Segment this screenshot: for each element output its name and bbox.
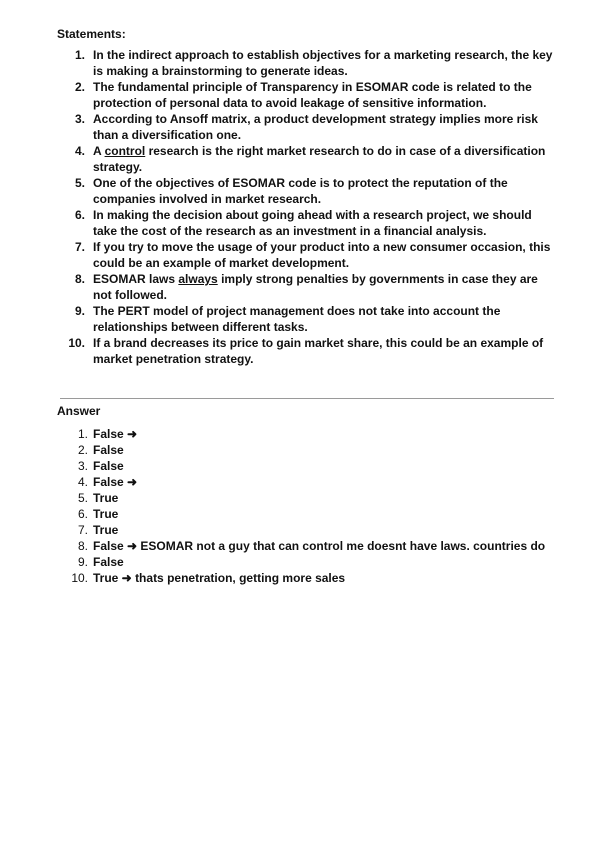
list-item: [57, 335, 559, 367]
underlined-word: always: [178, 272, 218, 286]
statement-text: The PERT model of project management does not take into account the relationships between different tasks.: [93, 304, 501, 334]
item-number: 10.: [71, 571, 88, 585]
list-item: [57, 490, 559, 506]
answer-text: False: [93, 555, 124, 569]
item-number: 9.: [74, 304, 85, 318]
answer-text: False: [93, 459, 124, 473]
answer-heading: Answer: [57, 404, 101, 418]
item-number: 2.: [77, 443, 88, 457]
item-number: 5.: [77, 491, 88, 505]
list-item: [57, 303, 559, 335]
list-item: [57, 175, 559, 207]
item-number: 1.: [74, 48, 85, 62]
underlined-word: control: [104, 144, 146, 158]
statement-text-after: imply strong penalties by governments in case they are not followed.: [93, 272, 538, 302]
item-number: 4.: [77, 475, 88, 489]
list-item: [57, 570, 559, 586]
list-item: [57, 271, 559, 303]
answer-text: False ➜: [93, 427, 138, 441]
statement-text: If a brand decreases its price to gain market share, this could be an example of market penetration strategy.: [93, 336, 544, 366]
item-number: 5.: [74, 176, 85, 190]
item-number: 6.: [74, 208, 85, 222]
item-number: 8.: [77, 539, 88, 553]
item-number: 7.: [74, 240, 85, 254]
list-item: [57, 554, 559, 570]
statement-text: If you try to move the usage of your product into a new consumer occasion, this could be an example of market development.: [93, 240, 551, 270]
answers-list: [57, 426, 559, 586]
statements-heading: Statements:: [57, 27, 126, 41]
list-item: [57, 474, 559, 490]
answer-text: False ➜: [93, 475, 138, 489]
statement-text: One of the objectives of ESOMAR code is to protect the reputation of the companies involved in market research.: [93, 176, 508, 206]
list-item: [57, 143, 559, 175]
list-item: [57, 506, 559, 522]
statement-text: In the indirect approach to establish objectives for a marketing research, the key is making a brainstorming to generate ideas.: [93, 48, 553, 78]
list-item: [57, 442, 559, 458]
item-number: 4.: [74, 144, 85, 158]
item-number: 1.: [77, 427, 88, 441]
answer-text: False ➜ ESOMAR not a guy that can control me doesnt have laws. countries do: [93, 539, 546, 553]
list-item: [57, 47, 559, 79]
answer-text: True: [93, 507, 119, 521]
answer-text: True ➜ thats penetration, getting more sales: [93, 571, 346, 585]
item-number: 7.: [77, 523, 88, 537]
list-item: [57, 79, 559, 111]
item-number: 9.: [77, 555, 88, 569]
list-item: [57, 239, 559, 271]
statement-text-after: research is the right market research to do in case of a diversification strategy.: [93, 144, 546, 174]
list-item: [57, 426, 559, 442]
item-number: 10.: [68, 336, 85, 350]
answer-text: False: [93, 443, 124, 457]
list-item: [57, 458, 559, 474]
statement-text-before: ESOMAR laws: [93, 272, 179, 286]
statement-text-before: A: [93, 144, 105, 158]
item-number: 8.: [74, 272, 85, 286]
list-item: [57, 522, 559, 538]
list-item: [57, 538, 559, 554]
statement-text: In making the decision about going ahead with a research project, we should take the cost of the research as an investment in a financial analysis.: [93, 208, 532, 238]
item-number: 3.: [77, 459, 88, 473]
item-number: 3.: [74, 112, 85, 126]
list-item: [57, 111, 559, 143]
item-number: 6.: [77, 507, 88, 521]
horizontal-divider: [60, 398, 554, 399]
answer-text: True: [93, 523, 119, 537]
statements-list: [57, 47, 559, 367]
item-number: 2.: [74, 80, 85, 94]
list-item: [57, 207, 559, 239]
statement-text: According to Ansoff matrix, a product development strategy implies more risk than a diversification one.: [93, 112, 538, 142]
statement-text: The fundamental principle of Transparency in ESOMAR code is related to the protection of personal data to avoid leakage of sensitive information.: [93, 80, 532, 110]
answer-text: True: [93, 491, 119, 505]
